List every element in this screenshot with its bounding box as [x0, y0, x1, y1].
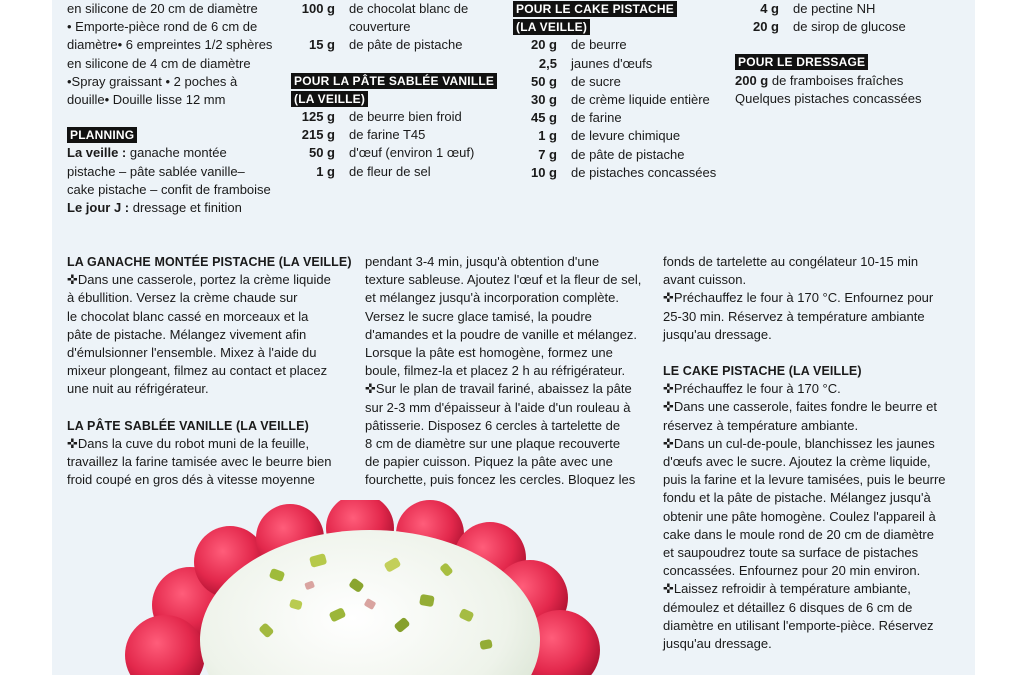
text-line: jusqu'au dressage.: [663, 636, 772, 652]
equipment-line: • Emporte-pièce rond de 6 cm de: [67, 19, 258, 35]
ingredients-column-b: [291, 0, 501, 181]
text-line: travaillez la farine tamisée avec le beurre bien: [67, 454, 332, 470]
text-line: boule, filmez-la et placez 2 h au réfrigérateur.: [365, 363, 626, 379]
ingredient-row: 125 g de beurre bien froid: [301, 108, 462, 124]
text-line: sur 2-3 mm d'épaisseur à l'aide d'un rouleau à: [365, 399, 631, 415]
sablee-tag: POUR LA PÂTE SABLÉE VANILLE: [291, 73, 497, 89]
ingredient-row: 2,5 jaunes d'œufs: [538, 55, 653, 71]
sablee-tag-sub: (LA VEILLE): [291, 91, 368, 107]
text-line: pâtisserie. Disposez 6 cercles à tartelette de: [365, 417, 621, 433]
text-line: diamètre en utilisant l'emporte-pièce. Réservez: [663, 617, 934, 633]
text-line: d'amandes et la poudre de vanille et mélangez.: [365, 326, 638, 342]
text-line: et saupoudrez toute sa surface de pistaches: [663, 545, 919, 561]
text-line: fondu et la pâte de pistache. Mélangez jusqu'à: [663, 490, 931, 506]
text-line: fourchette, puis foncez les cercles. Bloquez les: [365, 472, 636, 488]
cake-tag-sub: (LA VEILLE): [513, 19, 590, 35]
text-line: obtenir une pâte homogène. Coulez l'appareil à: [663, 508, 936, 524]
text-line: ✜Dans une casserole, faites fondre le beurre et: [663, 399, 937, 415]
text-line: concassées. Enfournez pour 20 min environ.: [663, 563, 921, 579]
equipment-line: diamètre• 6 empreintes 1/2 sphères: [67, 37, 273, 53]
text-line: ✜Dans un cul-de-poule, blanchissez les jaunes: [663, 435, 935, 451]
steps-column-1: [67, 253, 357, 489]
text-line: froid coupé en gros dés à vitesse moyenne: [67, 472, 315, 488]
ingredient-row: 50 g d'œuf (environ 1 œuf): [308, 145, 475, 161]
equipment-list: [67, 0, 287, 109]
ingredient-row: 7 g de pâte de pistache: [538, 146, 685, 162]
ingredient-row: 20 g de beurre: [530, 37, 627, 53]
text-line: fonds de tartelette au congélateur 10-15 min: [663, 254, 919, 269]
text-line: 25-30 min. Réservez à température ambiante: [663, 308, 925, 324]
text-line: mixeur plongeant, filmez au contact et placez: [67, 363, 328, 379]
text-line: de papier cuisson. Piquez la pâte avec une: [365, 454, 613, 470]
ingredient-row: 15 g de pâte de pistache: [308, 37, 463, 53]
text-line: réservez à température ambiante.: [663, 417, 859, 433]
tartlet-illustration: [110, 500, 640, 675]
equipment-line: douille• Douille lisse 12 mm: [67, 92, 226, 108]
section-title: LA PÂTE SABLÉE VANILLE (LA VEILLE): [67, 418, 309, 433]
section-title: LA GANACHE MONTÉE PISTACHE (LA VEILLE): [67, 255, 352, 269]
text-line: ✜Dans une casserole, portez la crème liquide: [67, 272, 331, 288]
equipment-line: •Spray graissant • 2 poches à: [67, 73, 238, 89]
text-line: ✜Laissez refroidir à température ambiante,: [663, 581, 911, 597]
text-line: le chocolat blanc cassé en morceaux et la: [67, 308, 309, 324]
ingredient-row: 100 g de chocolat blanc de: [301, 1, 469, 16]
text-line: ✜Préchauffez le four à 170 °C. Enfournez pour: [663, 290, 934, 306]
dressage-line: Quelques pistaches concassées: [735, 90, 922, 106]
text-line: puis la farine et la levure tamisées, puis le beurre: [663, 472, 946, 488]
planning-veille: La veille : ganache montée: [67, 145, 227, 161]
ingredient-row: 20 g de sirop de glucose: [752, 19, 906, 35]
steps-column-2: [365, 253, 650, 490]
text-line: 8 cm de diamètre sur une plaque recouverte: [365, 436, 621, 452]
equipment-line: en silicone de 20 cm de diamètre: [67, 1, 258, 16]
ingredient-row: 10 g de pistaches concassées: [530, 164, 717, 180]
ingredients-column-d: [735, 0, 965, 108]
dessert-photo: [110, 500, 640, 675]
text-line: ✜Sur le plan de travail fariné, abaissez la pâte: [365, 381, 632, 397]
text-line: d'œufs avec le sucre. Ajoutez la crème liquide,: [663, 454, 931, 470]
text-line: Versez le sucre glace tamisé, la poudre: [365, 308, 592, 324]
text-line: texture sableuse. Ajoutez l'œuf et la fleur de sel,: [365, 272, 642, 288]
text-line: démoulez et détaillez 6 disques de 6 cm de: [663, 599, 913, 615]
text-line: Lorsque la pâte est homogène, formez une: [365, 345, 613, 361]
text-line: à ébullition. Versez la crème chaude sur: [67, 290, 298, 306]
ingredient-row: 45 g de farine: [530, 110, 622, 126]
text-line: jusqu'au dressage.: [663, 326, 772, 342]
planning-line: pistache – pâte sablée vanille–: [67, 163, 245, 179]
equipment-line: en silicone de 4 cm de diamètre: [67, 55, 251, 71]
planning-tag: PLANNING: [67, 127, 137, 143]
planning-line: cake pistache – confit de framboise: [67, 181, 271, 197]
text-line: pendant 3-4 min, jusqu'à obtention d'une: [365, 254, 600, 269]
ingredient-row: couverture: [349, 19, 411, 35]
text-line: ✜Préchauffez le four à 170 °C.: [663, 381, 841, 397]
planning-jour: Le jour J : dressage et finition: [67, 200, 242, 216]
text-line: cake dans le moule rond de 20 cm de diamètre: [663, 526, 934, 542]
ingredient-row: 1 g de fleur de sel: [316, 163, 431, 179]
steps-column-3: [663, 253, 963, 653]
text-line: pâte de pistache. Mélangez vivement afin: [67, 326, 307, 342]
ingredients-column-c: [513, 0, 728, 182]
ingredient-row: 1 g de levure chimique: [538, 128, 681, 144]
text-line: avant cuisson.: [663, 272, 747, 288]
text-line: ✜Dans la cuve du robot muni de la feuille,: [67, 435, 310, 451]
cake-tag: POUR LE CAKE PISTACHE: [513, 1, 677, 17]
ingredient-row: 215 g de farine T45: [301, 127, 426, 143]
dressage-tag: POUR LE DRESSAGE: [735, 54, 868, 70]
text-line: d'émulsionner l'ensemble. Mixez à l'aide du: [67, 345, 317, 361]
text-line: une nuit au réfrigérateur.: [67, 381, 209, 397]
ingredient-row: 50 g de sucre: [530, 73, 621, 89]
ingredient-row: 4 g de pectine NH: [760, 1, 876, 16]
equipment-column: [67, 0, 287, 217]
text-line: et mélangez jusqu'à incorporation complète.: [365, 290, 619, 306]
dressage-line: 200 g de framboises fraîches: [735, 72, 904, 88]
ingredient-row: 30 g de crème liquide entière: [530, 91, 710, 107]
section-title: LE CAKE PISTACHE (LA VEILLE): [663, 364, 862, 379]
